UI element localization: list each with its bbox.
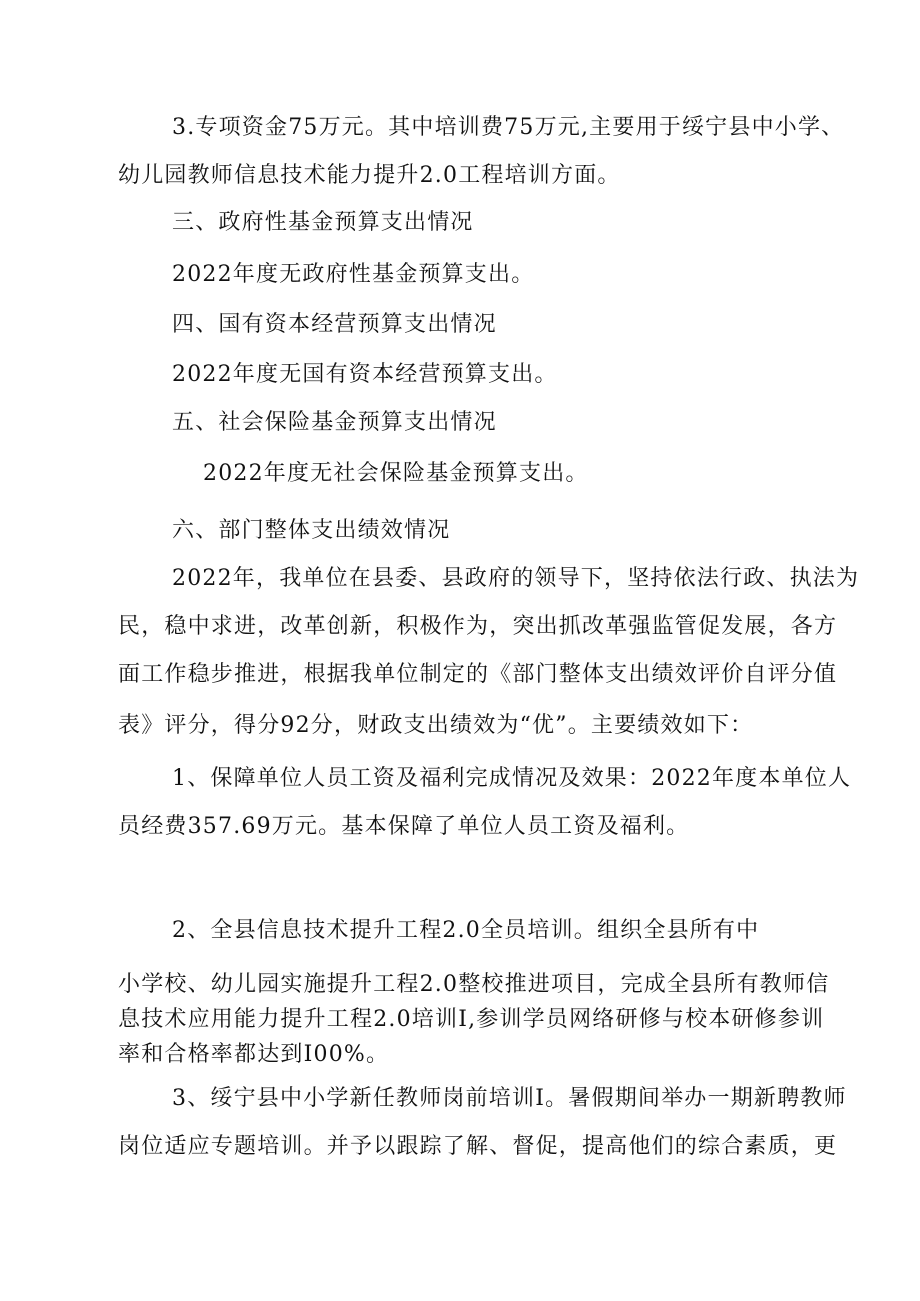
text-line: 1、保障单位人员工资及福利完成情况及效果：2022年度本单位人 [172, 766, 852, 791]
text-line: 面工作稳步推进，根据我单位制定的《部门整体支出绩效评价自评分值 [118, 662, 838, 687]
text-line: 2022年度无国有资本经营预算支出。 [172, 362, 558, 387]
text-line: 2、全县信息技术提升工程2.0全员培训。组织全县所有中 [172, 918, 760, 943]
section-heading: 四、国有资本经营预算支出情况 [172, 312, 497, 337]
text-line: 息技术应用能力提升工程2.0培训I,参训学员网络研修与校本研修参训 [118, 1007, 825, 1032]
text-line: 率和合格率都达到I00%。 [118, 1042, 390, 1067]
section-heading: 五、社会保险基金预算支出情况 [172, 410, 497, 435]
text-line: 2022年度无社会保险基金预算支出。 [203, 461, 589, 486]
section-heading: 六、部门整体支出绩效情况 [172, 518, 451, 543]
text-line: 2022年，我单位在县委、县政府的领导下，坚持依法行政、执法为 [172, 566, 860, 591]
text-line: 幼儿园教师信息技术能力提升2.0工程培训方面。 [118, 163, 621, 188]
text-line: 岗位适应专题培训。并予以跟踪了解、督促，提高他们的综合素质，更 [118, 1134, 838, 1159]
text-line: 2022年度无政府性基金预算支出。 [172, 262, 535, 287]
text-line: 小学校、幼儿园实施提升工程2.0整校推进项目，完成全县所有教师信 [118, 972, 830, 997]
text-line: 民，稳中求进，改革创新，积极作为，突出抓改革强监管促发展，各方 [118, 614, 838, 639]
text-line: 表》评分，得分92分，财政支出绩效为“优”。主要绩效如下： [118, 713, 754, 738]
text-line: 员经费357.69万元。基本保障了单位人员工资及福利。 [118, 814, 690, 839]
text-line: 3、绥宁县中小学新任教师岗前培训I。暑假期间举办一期新聘教师 [172, 1086, 847, 1111]
section-heading: 三、政府性基金预算支出情况 [172, 210, 474, 235]
text-line: 3.专项资金75万元。其中培训费75万元,主要用于绥宁县中小学、 [172, 115, 845, 140]
